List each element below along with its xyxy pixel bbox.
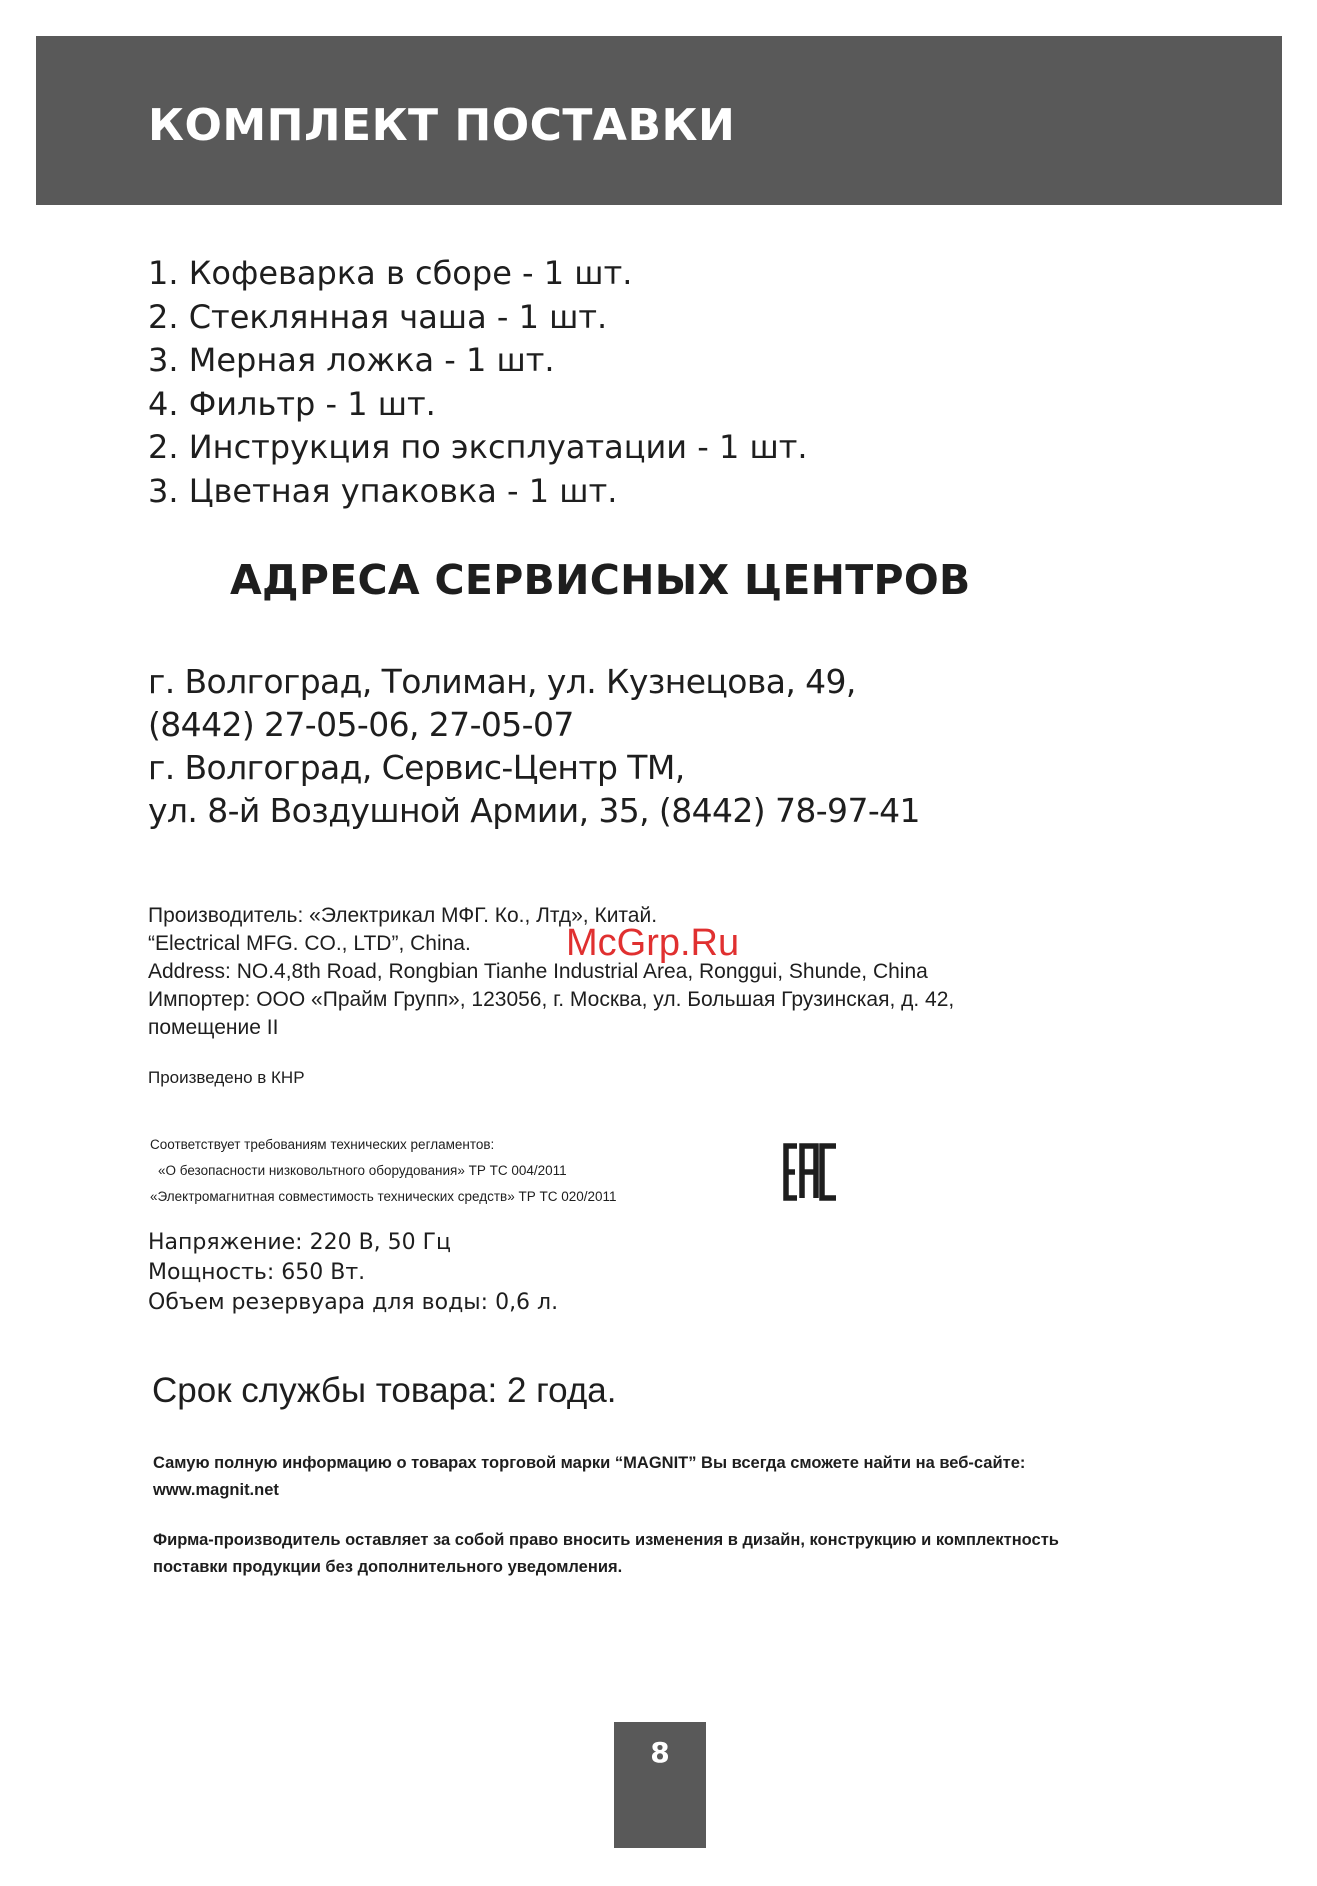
disclaimer-line: поставки продукции без дополнительного уведомления.: [153, 1558, 623, 1576]
manufacturer-info: [148, 902, 954, 1042]
website-link[interactable]: www.magnit.net: [153, 1481, 279, 1499]
list-item: 2. Инструкция по эксплуатации - 1 шт.: [148, 428, 808, 466]
service-life: Срок службы товара: 2 года.: [152, 1371, 617, 1410]
kit-list: [148, 252, 808, 513]
compliance-line: «О безопасности низковольтного оборудования» ТР ТС 004/2011: [158, 1163, 567, 1178]
page-number: 8: [650, 1736, 670, 1769]
list-item: 2. Стеклянная чаша - 1 шт.: [148, 297, 608, 336]
list-item: 3. Цветная упаковка - 1 шт.: [148, 471, 618, 510]
watermark: McGrp.Ru: [566, 922, 740, 964]
specifications: [148, 1228, 558, 1318]
list-item: 4. Фильтр - 1 шт.: [148, 384, 436, 423]
service-addresses: [148, 660, 920, 832]
spec-line: Напряжение: 220 В, 50 Гц: [148, 1230, 452, 1255]
spec-line: Мощность: 650 Вт.: [148, 1260, 366, 1285]
disclaimer: [153, 1527, 1163, 1581]
page-title: КОМПЛЕКТ ПОСТАВКИ: [148, 100, 736, 151]
compliance-info: [150, 1132, 617, 1210]
compliance-line: «Электромагнитная совместимость технических средств» ТР ТС 020/2011: [150, 1189, 617, 1204]
manufacturer-line: “Electrical MFG. CO., LTD”, China.: [148, 932, 471, 955]
made-in-label: Произведено в КНР: [148, 1068, 305, 1087]
address-line: ул. 8-й Воздушной Армии, 35, (8442) 78-97-41: [148, 791, 920, 830]
manufacturer-line: Производитель: «Электрикал МФГ. Ко., Лтд», Китай.: [148, 904, 658, 927]
manufacturer-line: Address: NO.4,8th Road, Rongbian Tianhe Industrial Area, Ronggui, Shunde, China: [148, 960, 928, 983]
eac-mark-icon: [782, 1143, 842, 1201]
manufacturer-line: помещение II: [148, 1016, 279, 1039]
address-line: (8442) 27-05-06, 27-05-07: [148, 705, 574, 744]
disclaimer-line: Фирма-производитель оставляет за собой право вносить изменения в дизайн, конструкцию и комплектность: [153, 1531, 1059, 1549]
page-number-box: [614, 1722, 706, 1848]
manufacturer-line: Импортер: ООО «Прайм Групп», 123056, г. Москва, ул. Большая Грузинская, д. 42,: [148, 988, 955, 1011]
compliance-line: Соответствует требованиям технических регламентов:: [150, 1137, 495, 1152]
spec-line: Объем резервуара для воды: 0,6 л.: [148, 1290, 559, 1315]
info-text: Самую полную информацию о товарах торговой марки “MAGNIT” Вы всегда сможете найти на веб-сайте:: [153, 1454, 1026, 1472]
services-heading: АДРЕСА СЕРВИСНЫХ ЦЕНТРОВ: [230, 556, 971, 604]
address-line: г. Волгоград, Толиман, ул. Кузнецова, 49,: [148, 662, 856, 701]
address-line: г. Волгоград, Сервис-Центр ТМ,: [148, 748, 685, 787]
list-item: 3. Мерная ложка - 1 шт.: [148, 341, 555, 379]
list-item: 1. Кофеварка в сборе - 1 шт.: [148, 254, 633, 292]
